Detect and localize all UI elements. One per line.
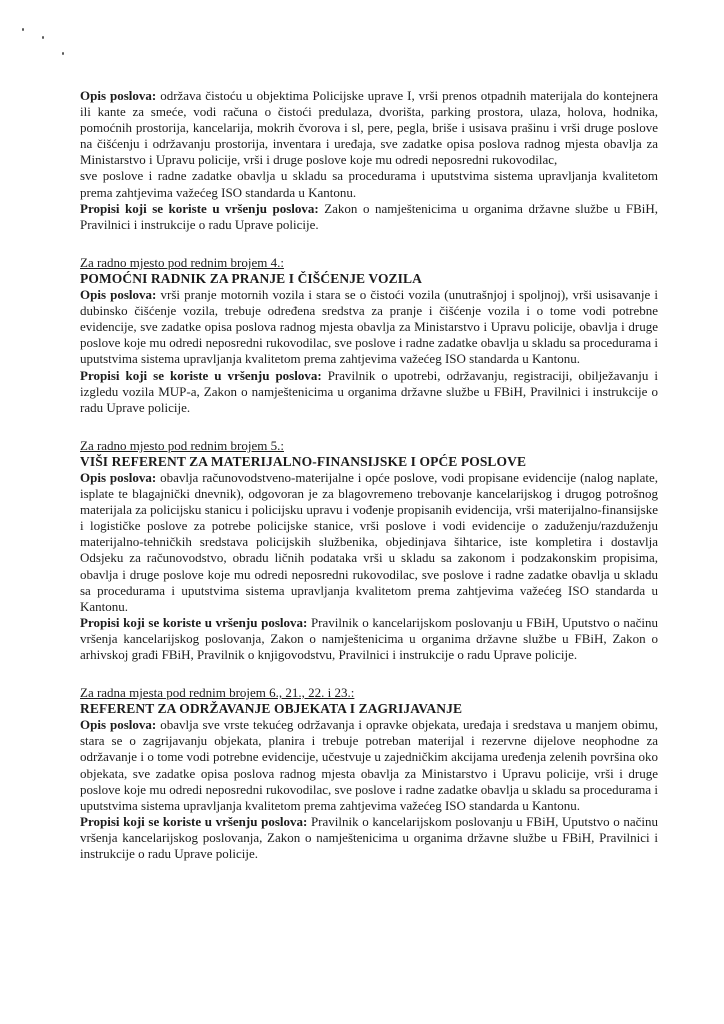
opis-label: Opis poslova: bbox=[80, 88, 157, 103]
opis-label: Opis poslova: bbox=[80, 717, 157, 733]
propisi-paragraph bbox=[80, 368, 658, 416]
position-title: REFERENT ZA ODRŽAVANJE OBJEKATA I ZAGRIJAVANJE bbox=[80, 701, 463, 717]
speck bbox=[22, 28, 24, 31]
opis-text: obavlja računovodstveno-materijalne i opće poslove, vodi propisane evidencije (nalog naplate, isplate te blagajnički dnevnik), odgovoran je za blagovremeno trebovanje kancelarijskog i drugog potrošnog materijala za policijsku stanicu i policijsku upravu i vođenje propisanih evidencija, vrši materijalno-finansijske i logističke poslove za potrebe policijske stanice, vrši poslove i vodi evidencije o zaduženju/razduženju materijalno-tehničkih sredstava policijskih službenika, objedinjava šihtarice, iste kompletira i dostavlja Odsjeku za računovodstvo, obradu ličnih podataka vrši u skladu sa zakonom i podzakonskim propisima, obavlja i druge poslove koje mu odredi neposredni rukovodilac, sve poslove i radne zadatke obavlja u skladu sa procedurama i uputstvima sistema upravljanja kvalitetom prema zahtjevima važećeg ISO standarda u Kantonu. bbox=[80, 469, 658, 614]
opis-paragraph bbox=[80, 470, 658, 615]
opis-paragraph-2 bbox=[80, 168, 658, 200]
propisi-label: Propisi koji se koriste u vršenju poslova: bbox=[80, 813, 308, 829]
opis-text: vrši pranje motornih vozila i stara se o čistoći vozila (unutrašnjoj i spoljnoj), vrši usisavanje i dubinsko čišćenje vozila, trebuje određena sredstva za pranje i čišćenje vozila i o tome vodi potrebne evidencije, sve zadatke opisa poslova radnog mjesta obavlja za Ministarstvo i Upravu policije, obavlja i druge poslove koje mu odredi neposredni rukovodilac, sve poslove i radne zadatke obavlja u skladu sa procedurama i uputstvima sistema upravljanja kvalitetom prema zahtjevima važećeg ISO standarda u Kantonu. bbox=[80, 287, 659, 367]
propisi-text: Pravilnik o kancelarijskom poslovanju u FBiH, Uputstvo o načinu vršenja kancelarijskog poslovanja, Zakon o namještenicima u organima državne službe u FBiH, Zakon o arhivskoj građi FBiH, Pravilnik o knjigovodstvu, Pravilnici i instrukcije o radu Uprave policije. bbox=[80, 614, 659, 662]
opis-paragraph bbox=[80, 717, 658, 814]
propisi-text: Pravilnik o kancelarijskom poslovanju u FBiH, Uputstvo o načinu vršenja kancelarijskog poslovanja, Zakon o namještenicima u organima državne službe u FBiH, Pravilnici i instrukcije o radu Uprave policije. bbox=[80, 813, 659, 862]
section-radna-mjesta-6-21-22-23 bbox=[80, 685, 658, 862]
opis-text: održava čistoću u objektima Policijske uprave I, vrši prenos otpadnih materijala do kontejnera ili kante za smeće, vodi računa o čistoći predulaza, dvorišta, parking prostora, ulaza, holova, hodnika, pomoćnih prostorija, kancelarija, mokrih čvorova i sl, pere, pegla, briše i usisava prašinu i vrši druge poslove na čišćenju i održavanju prostorija, inventara i uređaja, sve zadatke opisa poslova radnog mjesta obavlja za Ministarstvo i Upravu policije, vrši i druge poslove koje mu odredi neposredni rukovodilac, bbox=[80, 88, 658, 168]
section-cistacica bbox=[80, 88, 658, 233]
opis-label: Opis poslova: bbox=[80, 287, 157, 303]
position-title: VIŠI REFERENT ZA MATERIJALNO-FINANSIJSKE I OPĆE POSLOVE bbox=[80, 453, 527, 469]
section-radno-mjesto-5 bbox=[80, 438, 658, 663]
propisi-paragraph bbox=[80, 615, 658, 663]
opis-text-2: sve poslove i radne zadatke obavlja u skladu sa procedurama i uputstvima sistema upravljanja kvalitetom prema zahtjevima važećeg ISO standarda u Kantonu. bbox=[80, 168, 658, 200]
document-page bbox=[80, 88, 658, 862]
propisi-text: Zakon o namještenicima u organima državne službe u FBiH, Pravilnici i instrukcije o radu Uprave policije. bbox=[80, 200, 658, 232]
propisi-text: Pravilnik o upotrebi, održavanju, registraciji, obilježavanju i izgledu vozila MUP-a, Zakon o namještenicima u organima državne službe u FBiH, Pravilnici i instrukcije o radu Uprave policije. bbox=[80, 367, 658, 415]
speck bbox=[42, 36, 44, 39]
section-radno-mjesto-4 bbox=[80, 255, 658, 416]
propisi-paragraph bbox=[80, 201, 658, 233]
section-heading: Za radna mjesta pod rednim brojem 6., 21., 22. i 23.: bbox=[80, 685, 355, 701]
opis-text: obavlja sve vrste tekućeg održavanja i opravke objekata, uređaja i sredstava u manjem obimu, stara se o zagrijavanju objekata, planira i trebuje potreban materijal i rezervne dijelove neophodne za održavanje i o tome vodi potrebne evidencije, učestvuje u zajedničkim akcijama uređenja zelenih površina oko objekata, sve zadatke opisa poslova radnog mjesta obavlja za Ministarstvo i Upravu policije, vrši i druge poslove koje mu odredi neposredni rukovodilac, sve poslove i radne zadatke obavlja u skladu sa procedurama i uputstvima sistema upravljanja kvalitetom prema zahtjevima važećeg ISO standarda u Kantonu. bbox=[80, 717, 659, 813]
position-title: POMOĆNI RADNIK ZA PRANJE I ČIŠĆENJE VOZILA bbox=[80, 270, 422, 286]
propisi-label: Propisi koji se koriste u vršenju poslova: bbox=[80, 367, 322, 383]
scan-specks bbox=[18, 18, 78, 58]
opis-paragraph bbox=[80, 88, 658, 168]
opis-paragraph bbox=[80, 287, 658, 367]
section-heading: Za radno mjesto pod rednim brojem 5.: bbox=[80, 437, 284, 453]
opis-label: Opis poslova: bbox=[80, 469, 157, 485]
propisi-label: Propisi koji se koriste u vršenju poslova: bbox=[80, 614, 308, 630]
propisi-label: Propisi koji se koriste u vršenju poslova: bbox=[80, 200, 319, 216]
section-heading: Za radno mjesto pod rednim brojem 4.: bbox=[80, 254, 284, 270]
speck bbox=[62, 52, 64, 55]
propisi-paragraph bbox=[80, 814, 658, 862]
